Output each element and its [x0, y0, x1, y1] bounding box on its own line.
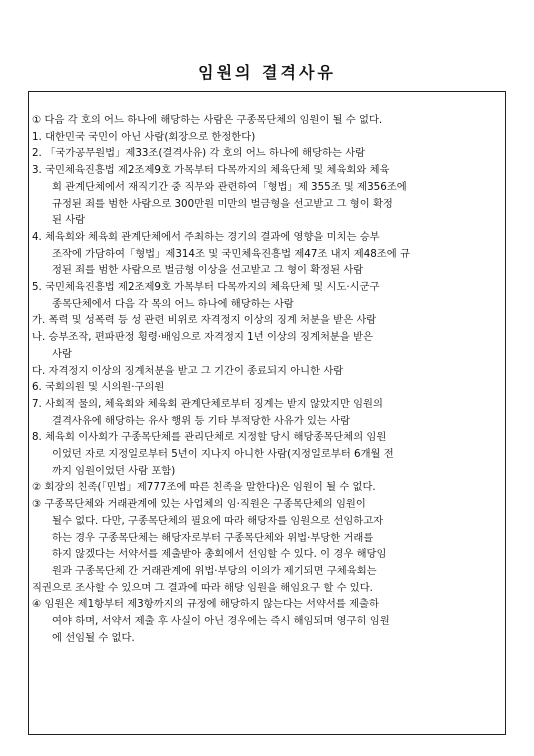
clause-3-cont: 직권으로 조사할 수 있으며 그 결과에 따라 해당 임원을 해임요구 할 수 있다.: [32, 581, 373, 594]
item-3-cont: 회 관계단체에서 재직기간 중 직무와 관련하여「형법」제 355조 및 제356조에: [52, 180, 407, 193]
clause-3-cont: 하지 않겠다는 서약서를 제출받아 총회에서 선임할 수 있다. 이 경우 해당임: [52, 548, 387, 561]
clause-3-cont: 하는 경우 구종목단체는 해당자로부터 구종목단체와 위법·부당한 거래를: [52, 531, 374, 544]
sub-item-na-cont: 사람: [52, 347, 72, 360]
item-3: 3. 국민체육진흥법 제2조제9호 가목부터 다목까지의 체육단체 및 체육회와 체육: [32, 164, 390, 177]
item-7: 7. 사회적 물의, 체육회와 체육회 관계단체로부터 징계는 받지 않았지만 임원의: [32, 397, 383, 410]
document-body: [32, 112, 500, 647]
item-1: 1. 대한민국 국민이 아닌 사람(회장으로 한정한다): [32, 130, 256, 143]
item-8-cont: 이었던 자로 지정일로부터 5년이 지나지 아니한 사람(지정일로부터 6개월 전: [52, 448, 394, 461]
sub-item-da: 다. 자격정지 이상의 징계처분을 받고 그 기간이 종료되지 아니한 사람: [32, 364, 344, 377]
item-3-cont: 된 사람: [52, 214, 86, 227]
clause-1-intro: ① 다음 각 호의 어느 하나에 해당하는 사람은 구종목단체의 임원이 될 수 없다.: [32, 114, 383, 126]
sub-item-ga: 가. 폭력 및 성폭력 등 성 관련 비위로 자격정지 이상의 징계 처분을 받은 사람: [32, 314, 377, 327]
page-title: 임원의 결격사유: [198, 63, 336, 82]
item-4-cont: 조작에 가담하여「형법」제314조 및 국민체육진흥법 제47조 내지 제48조에 규: [52, 247, 410, 260]
item-6: 6. 국회의원 및 시의원·구의원: [32, 381, 165, 394]
clause-3-cont: 될수 없다. 다만, 구종목단체의 필요에 따라 해당자를 임원으로 선임하고자: [52, 514, 384, 527]
item-7-cont: 결격사유에 해당하는 유사 행위 등 기타 부적당한 사유가 있는 사람: [52, 414, 351, 427]
clause-3-cont: 원과 구종목단체 간 거래관계에 위법·부당의 이의가 제기되면 구체육회는: [52, 564, 377, 577]
item-4-cont: 정된 죄를 범한 사람으로 벌금형 이상을 선고받고 그 형이 확정된 사람: [52, 264, 364, 277]
clause-2: ② 회장의 친족(「민법」제777조에 따른 친족을 말한다)은 임원이 될 수 없다.: [32, 481, 376, 494]
item-5-cont: 종목단체에서 다음 각 목의 어느 하나에 해당하는 사람: [52, 297, 294, 310]
clause-3: ③ 구종목단체와 거래관계에 있는 사업체의 임·직원은 구종목단체의 임원이: [32, 498, 366, 511]
item-4: 4. 체육회와 체육회 관계단체에서 주최하는 경기의 결과에 영향을 미치는 승부: [32, 230, 380, 243]
item-3-cont: 규정된 죄를 범한 사람으로 300만원 미만의 벌금형을 선고받고 그 형이 확정: [52, 197, 393, 210]
item-8: 8. 체육회 이사회가 구종목단체를 관리단체로 지정할 당시 해당종목단체의 임원: [32, 431, 387, 444]
sub-item-na: 나. 승부조작, 편파판정 횡령·배임으로 자격정지 1년 이상의 징계처분을 받은: [32, 331, 373, 344]
item-2: 2. 「국가공무원법」제33조(결격사유) 각 호의 어느 하나에 해당하는 사람: [32, 147, 366, 160]
item-5: 5. 국민체육진흥법 제2조제9호 가목부터 다목까지의 체육단체 및 시도·시군구: [32, 281, 380, 294]
clause-4-cont: 여야 하며, 서약서 제출 후 사실이 아닌 경우에는 즉시 해임되며 영구히 임원: [52, 615, 390, 628]
clause-4-cont: 에 선임될 수 없다.: [52, 631, 135, 644]
item-8-cont: 까지 임원이었던 사람 포함): [52, 464, 176, 477]
clause-4: ④ 임원은 제1항부터 제3항까지의 규정에 해당하지 않는다는 서약서를 제출하: [32, 598, 379, 611]
